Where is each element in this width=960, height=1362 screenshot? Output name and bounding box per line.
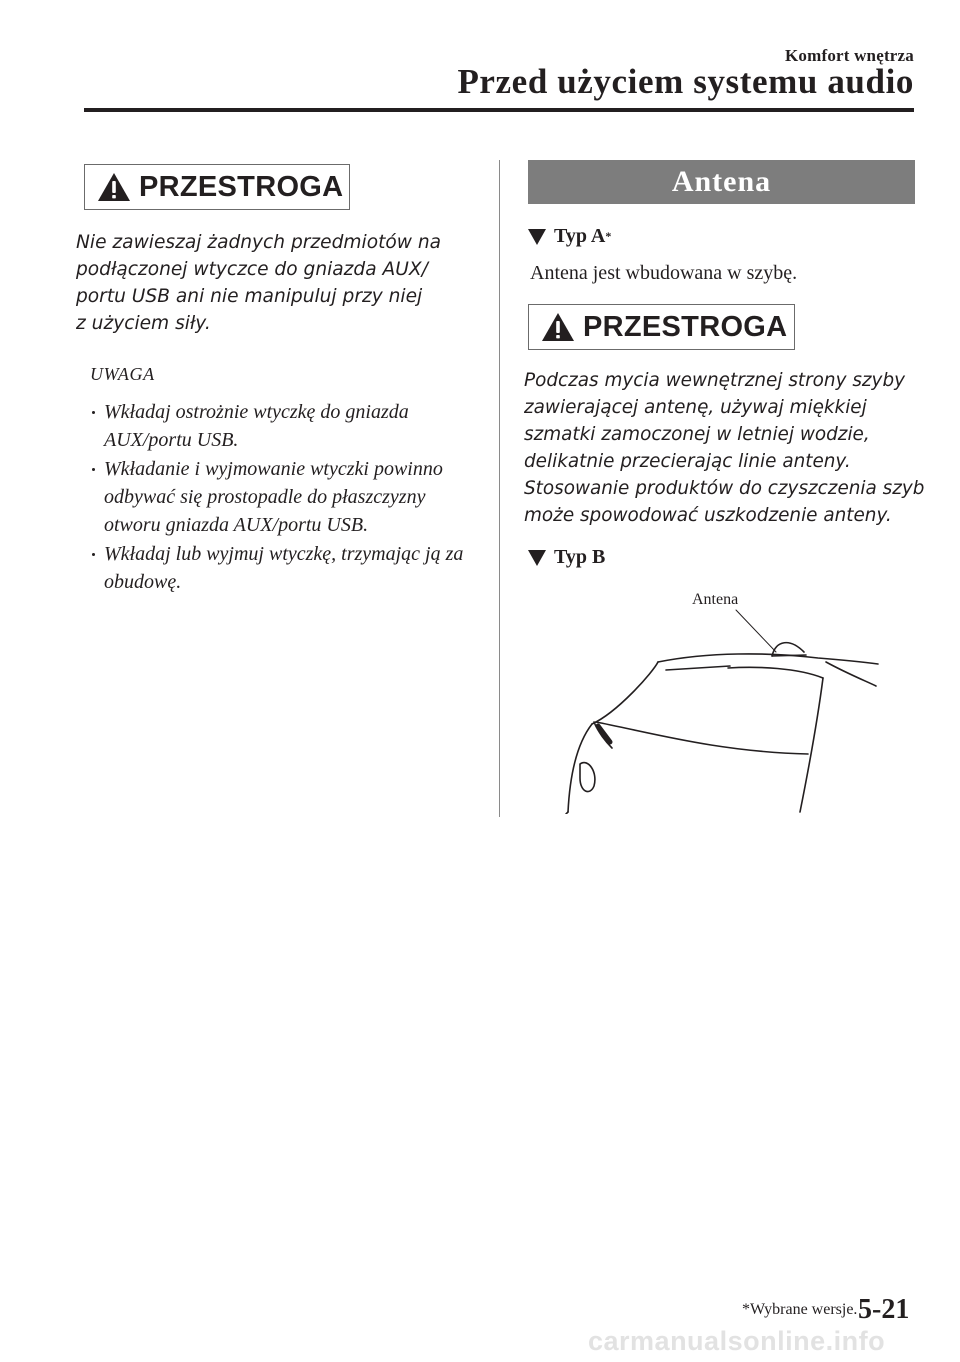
figure-label: Antena — [692, 591, 739, 608]
caution-label: PRZESTROGA — [583, 310, 788, 343]
caution-label: PRZESTROGA — [139, 170, 344, 203]
caution-text — [76, 229, 486, 337]
caution-line: Podczas mycia wewnętrznej strony szyby — [524, 370, 905, 391]
subheading-label: Typ B — [554, 546, 606, 568]
caution-box — [84, 164, 350, 210]
list-item: Wkładaj ostrożnie wtyczkę do gniazda AUX/portu USB. — [90, 398, 485, 454]
antenna-figure — [558, 582, 888, 814]
subheading-type-a — [528, 225, 611, 248]
page-number: 5-21 — [858, 1294, 910, 1325]
header-rule — [84, 108, 914, 112]
caution-line: portu USB ani nie manipuluj przy niej — [76, 286, 423, 307]
footnote: *Wybrane wersje. — [742, 1301, 858, 1318]
list-item: Wkładaj lub wyjmuj wtyczkę, trzymając ją za obudowę. — [90, 540, 485, 596]
warning-icon — [541, 312, 575, 342]
caution-line: może spowodować uszkodzenie anteny. — [524, 505, 892, 526]
subheading-label: Typ A — [554, 225, 606, 247]
column-divider — [499, 160, 500, 817]
caution-line: Stosowanie produktów do czyszczenia szyb — [524, 478, 925, 499]
body-text: Antena jest wbudowana w szybę. — [530, 262, 798, 284]
footnote-marker: * — [605, 229, 612, 243]
caution-line: delikatnie przecierając linie anteny. — [524, 451, 851, 472]
caution-line: Nie zawieszaj żadnych przedmiotów na — [76, 232, 442, 253]
note-list — [90, 398, 485, 597]
caution-line: z użyciem siły. — [76, 313, 211, 334]
triangle-bullet-icon — [528, 229, 546, 245]
subheading-type-b — [528, 546, 605, 569]
header-section-label: Komfort wnętrza — [784, 46, 914, 65]
caution-box — [528, 304, 795, 350]
caution-line: szmatki zamoczonej w letniej wodzie, — [524, 424, 870, 445]
caution-line: podłączonej wtyczce do gniazda AUX/ — [76, 259, 428, 280]
watermark: carmanualsonline.info — [588, 1326, 886, 1356]
caution-line: zawierającej antenę, używaj miękkiej — [524, 397, 867, 418]
caution-text — [524, 367, 944, 529]
section-heading: Antena — [528, 160, 915, 204]
triangle-bullet-icon — [528, 550, 546, 566]
warning-icon — [97, 172, 131, 202]
list-item: Wkładanie i wyjmowanie wtyczki powinno odbywać się prostopadle do płaszczyzny otworu gniazda AUX/portu USB. — [90, 455, 485, 539]
note-title: UWAGA — [90, 364, 155, 384]
page-title: Przed użyciem systemu audio — [457, 62, 914, 101]
